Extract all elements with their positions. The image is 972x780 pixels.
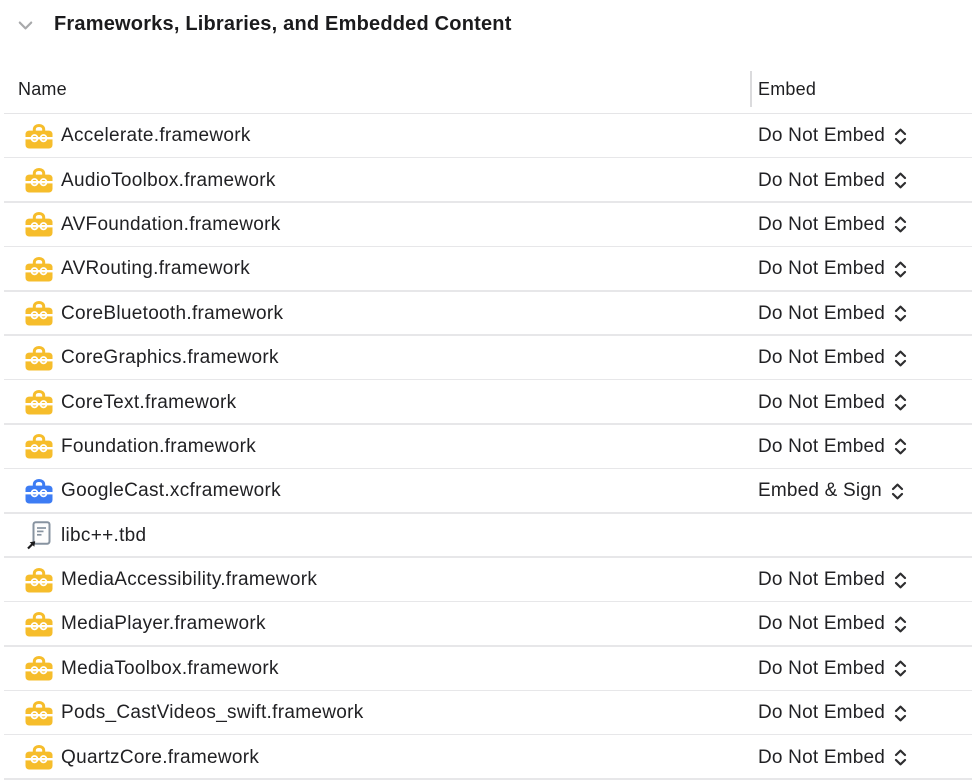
chevron-up-down-icon [893, 260, 908, 279]
table-row[interactable] [0, 336, 972, 380]
chevron-up-down-icon [893, 437, 908, 456]
table-header [0, 48, 972, 114]
tbd-document-icon [25, 521, 53, 551]
framework-toolbox-icon [25, 743, 53, 773]
embed-popup-button[interactable] [758, 203, 908, 247]
embed-popup-button[interactable] [758, 158, 908, 202]
framework-name: CoreGraphics.framework [61, 347, 279, 369]
chevron-up-down-icon [893, 748, 908, 767]
chevron-up-down-icon [893, 349, 908, 368]
framework-name: libc++.tbd [61, 524, 147, 546]
embed-popup-value: Do Not Embed [758, 258, 886, 280]
table-row[interactable] [0, 647, 972, 691]
embed-popup-button[interactable] [758, 735, 908, 779]
framework-name: GoogleCast.xcframework [61, 480, 281, 502]
framework-toolbox-icon [25, 343, 53, 373]
embed-popup-value: Do Not Embed [758, 435, 886, 457]
framework-name: CoreText.framework [61, 391, 237, 413]
section-header [0, 0, 972, 48]
chevron-up-down-icon [893, 171, 908, 190]
column-header-name: Name [18, 78, 67, 99]
table-row[interactable] [0, 514, 972, 558]
framework-name: CoreBluetooth.framework [61, 302, 284, 324]
framework-name: AVFoundation.framework [61, 213, 281, 235]
framework-toolbox-icon [25, 654, 53, 684]
embed-popup-button[interactable] [758, 292, 908, 336]
framework-toolbox-icon [25, 565, 53, 595]
chevron-up-down-icon [893, 215, 908, 234]
chevron-up-down-icon [893, 393, 908, 412]
table-row[interactable] [0, 114, 972, 158]
chevron-up-down-icon [893, 304, 908, 323]
embed-popup-button[interactable] [758, 469, 905, 513]
embed-popup-button[interactable] [758, 114, 908, 158]
embed-popup-button[interactable] [758, 691, 908, 735]
framework-toolbox-icon [25, 166, 53, 196]
framework-toolbox-icon [25, 299, 53, 329]
chevron-down-icon[interactable] [18, 21, 33, 31]
embed-popup-value: Do Not Embed [758, 347, 886, 369]
framework-toolbox-icon [25, 609, 53, 639]
embed-popup-value: Do Not Embed [758, 391, 886, 413]
framework-name: Pods_CastVideos_swift.framework [61, 702, 364, 724]
chevron-up-down-icon [893, 615, 908, 634]
table-row[interactable] [0, 380, 972, 424]
column-divider [750, 71, 752, 107]
embed-popup-value: Do Not Embed [758, 213, 886, 235]
embed-popup-value: Do Not Embed [758, 657, 886, 679]
table-row[interactable] [0, 425, 972, 469]
table-row[interactable] [0, 158, 972, 202]
embed-popup-button[interactable] [758, 247, 908, 291]
table-row[interactable] [0, 691, 972, 735]
embed-popup-button[interactable] [758, 336, 908, 380]
column-header-embed: Embed [758, 78, 817, 99]
framework-name: MediaToolbox.framework [61, 657, 279, 679]
framework-toolbox-icon [25, 254, 53, 284]
table-row[interactable] [0, 247, 972, 291]
embed-popup-value: Do Not Embed [758, 746, 886, 768]
framework-toolbox-icon [25, 388, 53, 418]
framework-toolbox-icon [25, 210, 53, 240]
embed-popup-value: Do Not Embed [758, 613, 886, 635]
table-row[interactable] [0, 558, 972, 602]
embed-popup-button[interactable] [758, 602, 908, 646]
table-row[interactable] [0, 735, 972, 779]
framework-name: MediaPlayer.framework [61, 613, 266, 635]
embed-popup-value: Do Not Embed [758, 125, 886, 147]
chevron-up-down-icon [893, 571, 908, 590]
framework-name: MediaAccessibility.framework [61, 569, 318, 591]
framework-toolbox-icon [25, 698, 53, 728]
framework-toolbox-icon [25, 432, 53, 462]
embed-popup-button[interactable] [758, 647, 908, 691]
embed-popup-value: Do Not Embed [758, 302, 886, 324]
table-row[interactable] [0, 469, 972, 513]
embed-popup-value: Do Not Embed [758, 702, 886, 724]
chevron-up-down-icon [893, 127, 908, 146]
embed-popup-value: Do Not Embed [758, 169, 886, 191]
embed-popup-button[interactable] [758, 558, 908, 602]
chevron-up-down-icon [893, 704, 908, 723]
embed-popup-value: Do Not Embed [758, 569, 886, 591]
embed-popup-value: Embed & Sign [758, 480, 882, 502]
table-row[interactable] [0, 203, 972, 247]
table-row[interactable] [0, 292, 972, 336]
embed-popup-button[interactable] [758, 380, 908, 424]
embed-popup-button[interactable] [758, 425, 908, 469]
table-row[interactable] [0, 602, 972, 646]
section-title: Frameworks, Libraries, and Embedded Content [54, 12, 512, 35]
framework-name: Foundation.framework [61, 435, 257, 457]
chevron-up-down-icon [890, 482, 905, 501]
framework-name: Accelerate.framework [61, 125, 251, 147]
table-body [0, 114, 972, 780]
framework-name: AVRouting.framework [61, 258, 251, 280]
framework-name: AudioToolbox.framework [61, 169, 276, 191]
chevron-up-down-icon [893, 659, 908, 678]
framework-toolbox-icon [25, 121, 53, 151]
framework-toolbox-icon [25, 476, 53, 506]
framework-name: QuartzCore.framework [61, 746, 260, 768]
